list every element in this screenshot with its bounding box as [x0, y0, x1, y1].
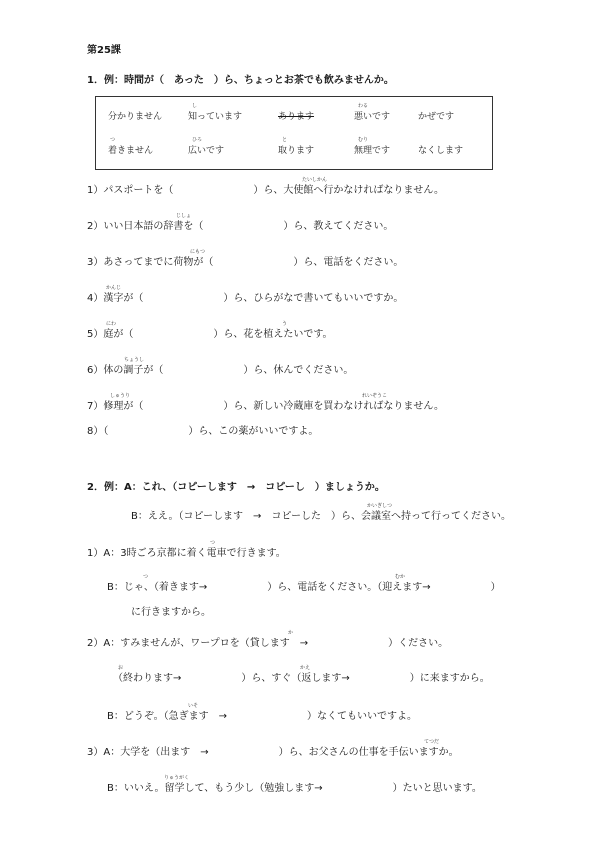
- word-box-item: 知っています: [188, 112, 243, 122]
- word-box: [95, 96, 493, 170]
- exercise-2c: B：どうぞ。（急ぎます → ）なくてもいいですよ。: [107, 711, 418, 722]
- question-6: 6）体の調子が（ ）ら、休んでください。: [87, 365, 354, 376]
- exercise-2b: （終わります→ ）ら、すぐ（返します→ ）に来ますから。: [113, 673, 490, 684]
- word-box-item: なくします: [418, 146, 464, 156]
- word-box-item: 着きません: [108, 146, 154, 156]
- exercise-1b: B：じゃ、（着きます→ ）ら、電話をください。（迎えます→ ）: [107, 582, 501, 593]
- question-ruby: にわ: [106, 321, 117, 327]
- exercise-ruby: お: [118, 665, 124, 671]
- exercise-ruby: てつだ: [424, 739, 440, 745]
- word-box-item: 悪いです: [354, 112, 391, 122]
- word-box-item: 無理です: [354, 146, 391, 156]
- question-2: 2）いい日本語の辞書を（ ）ら、教えてください。: [87, 221, 394, 232]
- exercise-1a: 1）A：3時ごろ京都に着く電車で行きます。: [87, 548, 286, 559]
- question-ruby: じしょ: [176, 213, 192, 219]
- question-8: 8）（ ）ら、この薬がいいですよ。: [87, 426, 319, 437]
- question-4: 4）漢字が（ ）ら、ひらがなで書いてもいいですか。: [87, 293, 404, 304]
- question-5: 5）庭が（ ）ら、花を植えたいです。: [87, 329, 333, 340]
- word-box-ruby: むり: [358, 137, 369, 143]
- example-ruby: かいぎしつ: [367, 503, 393, 509]
- section1-example: 1．例：時間が（ あった ）ら、ちょっとお茶でも飲みませんか。: [87, 75, 394, 86]
- question-1: 1）パスポートを（ ）ら、大使館へ行かなければなりません。: [87, 185, 444, 196]
- word-box-ruby: つ: [110, 137, 116, 143]
- exercise-1b-cont: に行きますから。: [131, 607, 211, 618]
- word-box-ruby: と: [282, 137, 288, 143]
- word-box-ruby: し: [192, 103, 198, 109]
- exercise-ruby: か: [288, 630, 294, 636]
- question-ruby: れいぞうこ: [362, 393, 388, 399]
- word-box-ruby: わる: [358, 103, 369, 109]
- question-3: 3）あさってまでに荷物が（ ）ら、電話をください。: [87, 257, 404, 268]
- exercise-2a: 2）A：すみませんが、ワープロを（貸します → ）ください。: [87, 638, 449, 649]
- section2-example-a: 2．例：A：これ、（コピーします → コピーし ）ましょうか。: [87, 482, 385, 493]
- question-ruby: かんじ: [106, 285, 122, 291]
- word-box-item: かぜです: [418, 112, 455, 122]
- word-box-item: 広いです: [188, 146, 225, 156]
- exercise-ruby: かえ: [300, 665, 311, 671]
- word-box-ruby: ひろ: [192, 137, 203, 143]
- section2-example-b: B：ええ。（コピーします → コピーした ）ら、会議室へ持って行ってください。: [131, 511, 512, 522]
- exercise-ruby: つ: [143, 574, 149, 580]
- exercise-ruby: つ: [210, 540, 216, 546]
- question-ruby: う: [282, 321, 288, 327]
- page-title: 第25課: [87, 45, 121, 56]
- question-7: 7）修理が（ ）ら、新しい冷蔵庫を買わなければなりません。: [87, 401, 444, 412]
- question-ruby: たいしかん: [302, 177, 328, 183]
- exercise-ruby: いそ: [188, 703, 199, 709]
- exercise-3a: 3）A：大学を（出ます → ）ら、お父さんの仕事を手伝いますか。: [87, 747, 459, 758]
- exercise-ruby: むか: [395, 574, 406, 580]
- word-box-item: 取ります: [278, 146, 315, 156]
- word-box-item: あります: [278, 112, 315, 122]
- question-ruby: しゅうり: [110, 393, 131, 399]
- word-box-item: 分かりません: [108, 112, 163, 122]
- exercise-ruby: りゅうがく: [164, 775, 190, 781]
- exercise-3b: B：いいえ。留学して、もう少し（勉強します→ ）たいと思います。: [107, 783, 482, 794]
- question-ruby: にもつ: [190, 249, 206, 255]
- question-ruby: ちょうし: [124, 357, 145, 363]
